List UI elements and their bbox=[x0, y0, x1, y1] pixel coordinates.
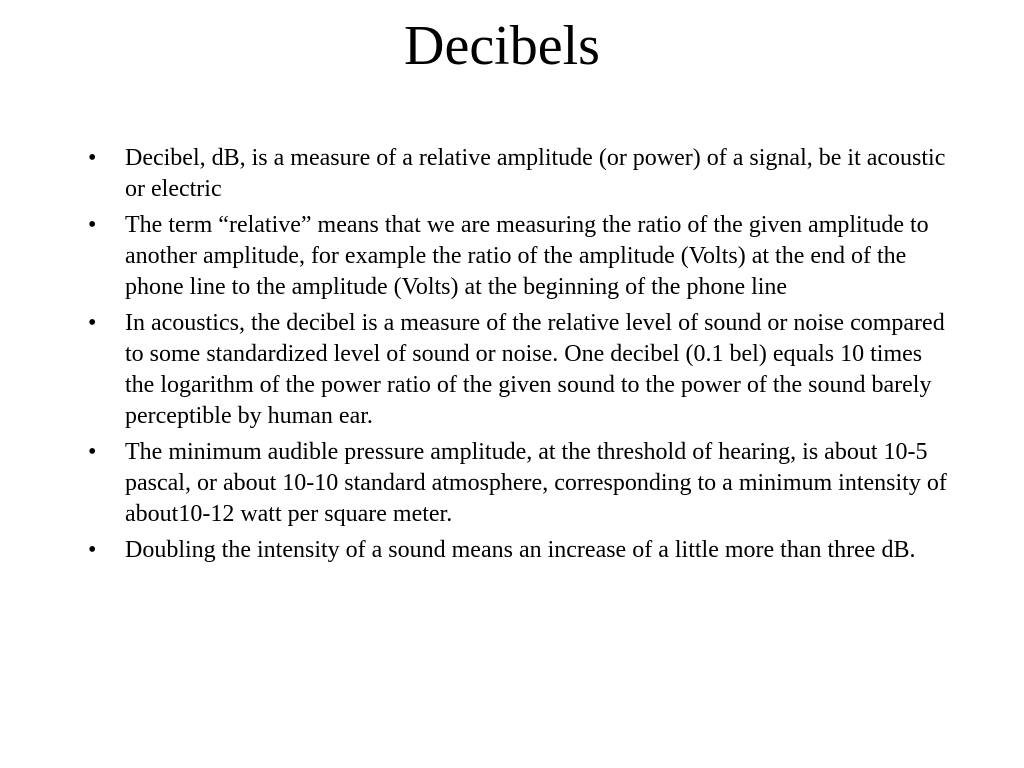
bullet-item bbox=[88, 437, 948, 530]
bullet-icon: • bbox=[88, 537, 97, 563]
bullet-icon: • bbox=[88, 310, 97, 336]
bullet-text: Decibel, dB, is a measure of a relative amplitude (or power) of a signal, be it acoustic or electric bbox=[125, 145, 946, 202]
bullet-text: Doubling the intensity of a sound means an increase of a little more than three dB. bbox=[125, 537, 916, 563]
bullet-icon: • bbox=[88, 145, 97, 171]
bullet-text: The term “relative” means that we are measuring the ratio of the given amplitude to another amplitude, for example the ratio of the amplitude (Volts) at the end of the phone line to the amplitude (Volts) at the beginning of the phone line bbox=[125, 212, 929, 300]
bullet-item bbox=[88, 308, 948, 432]
bullet-item bbox=[88, 143, 948, 205]
bullet-icon: • bbox=[88, 439, 97, 465]
bullet-item bbox=[88, 535, 948, 566]
bullet-list bbox=[88, 143, 948, 571]
bullet-text: In acoustics, the decibel is a measure of the relative level of sound or noise compared to some standardized level of sound or noise. One decibel (0.1 bel) equals 10 times the logarithm of the power ratio of the given sound to the power of the sound barely perceptible by human ear. bbox=[125, 310, 945, 429]
bullet-text: The minimum audible pressure amplitude, at the threshold of hearing, is about 10-5 pascal, or about 10-10 standard atmosphere, corresponding to a minimum intensity of about10-12 watt per square meter. bbox=[125, 439, 947, 527]
bullet-item bbox=[88, 210, 948, 303]
bullet-icon: • bbox=[88, 212, 97, 238]
slide-title: Decibels bbox=[404, 15, 600, 77]
